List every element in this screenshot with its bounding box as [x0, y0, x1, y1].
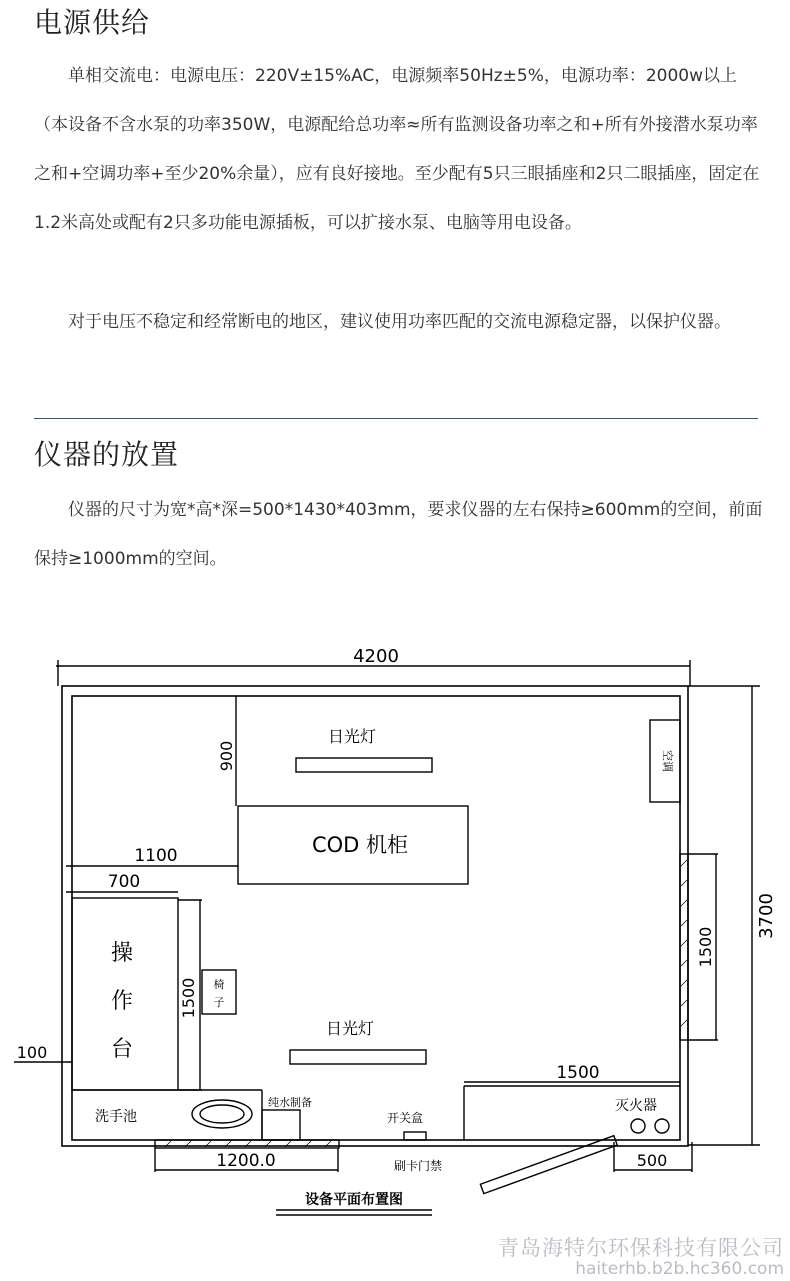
label-light-top: 日光灯 — [327, 727, 377, 746]
dim-total-width: 4200 — [353, 646, 399, 667]
watermark-company: 青岛海特尔环保科技有限公司 — [498, 1236, 784, 1260]
sink-basin — [192, 1100, 252, 1128]
power-paragraph-2: 对于电压不稳定和经常断电的地区，建议使用功率匹配的交流电源稳定器，以保护仪器。 — [68, 312, 731, 332]
extinguisher-2 — [655, 1119, 669, 1133]
bottom-window — [155, 1140, 339, 1148]
label-extinguisher: 灭火器 — [615, 1098, 657, 1114]
label-ac: 空调 — [661, 750, 674, 772]
label-bench-2: 作 — [110, 989, 134, 1014]
dim-total-depth: 3700 — [756, 893, 777, 939]
water-purifier — [262, 1110, 300, 1140]
placement-paragraph: 仪器的尺寸为宽*高*深=500*1430*403mm，要求仪器的左右保持≥600mm的空间，前面保持≥1000mm的空间。 — [34, 500, 763, 569]
switch-box — [404, 1132, 426, 1140]
light-top — [296, 758, 432, 772]
dim-bench-width: 700 — [107, 872, 141, 892]
light-bottom — [290, 1050, 426, 1064]
dim-door-width: 500 — [636, 1151, 668, 1170]
dim-cabinet-offset: 900 — [217, 740, 236, 772]
section-divider — [34, 418, 758, 419]
label-water-purifier: 纯水制备 — [268, 1096, 312, 1109]
power-paragraph-1: 单相交流电：电源电压：220V±15%AC，电源频率50Hz±5%，电源功率：2000w以上（本设备不含水泵的功率350W，电源配给总功率≈所有监测设备功率之和+所有外接潜水泵功率之和+空调功率+至少20%余量），应有良好接地。至少配有5只三眼插座和2只二眼插座，固定在1.2米高处或配有2只多功能电源插板，可以扩接水泵、电脑等用电设备。 — [34, 66, 760, 233]
label-stool-1: 椅 — [213, 978, 225, 991]
label-sink: 洗手池 — [95, 1109, 137, 1125]
label-light-bottom: 日光灯 — [325, 1019, 375, 1038]
label-switch-box: 开关盒 — [386, 1111, 424, 1125]
label-stool-2: 子 — [213, 996, 225, 1009]
dim-front-right: 1500 — [556, 1063, 600, 1083]
label-card-access: 刷卡门禁 — [393, 1159, 443, 1173]
watermark-url: haiterhb.b2b.hc360.com — [575, 1259, 784, 1279]
dim-bench-length: 1500 — [179, 977, 198, 1019]
dim-wall-gap: 100 — [16, 1043, 48, 1062]
label-cod-cabinet: COD 机柜 — [311, 833, 409, 857]
door-leaf — [480, 1136, 617, 1194]
section-title-placement: 仪器的放置 — [34, 438, 180, 471]
window-right — [680, 854, 688, 1040]
label-bench-3: 台 — [110, 1037, 134, 1062]
plan-caption: 设备平面布置图 — [305, 1192, 403, 1208]
extinguisher-1 — [631, 1119, 645, 1133]
section-title-power: 电源供给 — [34, 6, 151, 39]
label-bench-1: 操 — [110, 941, 134, 966]
floor-plan-diagram — [0, 630, 790, 1230]
dim-sink-span: 1200.0 — [216, 1151, 276, 1171]
dim-window-length: 1500 — [696, 926, 715, 968]
dim-left-to-cabinet: 1100 — [134, 846, 178, 866]
